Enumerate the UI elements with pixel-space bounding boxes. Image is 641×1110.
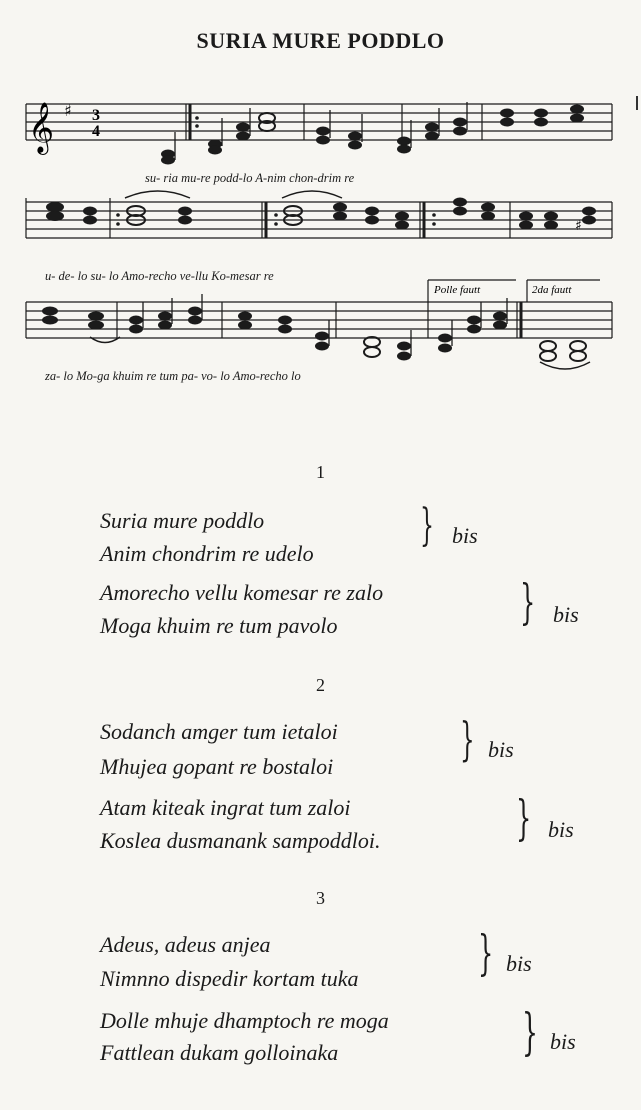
- repeat-marker: bis: [452, 523, 478, 548]
- treble-clef-icon: 𝄞: [28, 102, 55, 153]
- verse-number: 1: [316, 462, 325, 482]
- verse-line: Sodanch amger tum ietaloi: [100, 719, 338, 744]
- verse-line: Koslea dusmanank sampoddloi.: [100, 828, 381, 853]
- lyrics-row-3: za- lo Mo-ga khuim re tum pa- vo- lo Amo-recho lo: [45, 369, 301, 383]
- notes-row-3: [42, 307, 586, 362]
- time-sig-top: 3: [92, 107, 100, 124]
- verse-number: 2: [316, 675, 325, 695]
- brace-icon: }: [460, 712, 475, 766]
- staff-row-2: [26, 191, 612, 283]
- brace-icon: }: [520, 574, 536, 630]
- staff-row-3: [26, 280, 612, 383]
- verse-line: Fattlean dukam golloinaka: [100, 1040, 339, 1065]
- repeat-marker: bis: [506, 951, 532, 976]
- sharp-icon: ♯: [575, 218, 582, 234]
- brace-icon: }: [478, 925, 494, 981]
- staff-row-1: [26, 101, 612, 185]
- repeat-marker: bis: [550, 1029, 576, 1054]
- verse-line: Moga khuim re tum pavolo: [100, 613, 338, 638]
- verse-number: 3: [316, 888, 325, 908]
- music-score: [0, 80, 641, 400]
- verse-line: Anim chondrim re udelo: [100, 541, 314, 566]
- brace-icon: }: [522, 1003, 538, 1061]
- verse-line: Nimnno dispedir kortam tuka: [100, 966, 359, 991]
- volta-second-ending: 2da fautt: [532, 284, 572, 296]
- lyrics-row-2: u- de- lo su- lo Amo-recho ve-llu Ko-mesar re: [45, 269, 274, 283]
- brace-icon: }: [420, 500, 434, 551]
- repeat-marker: bis: [488, 737, 514, 762]
- time-sig-bottom: 4: [92, 123, 100, 140]
- lyrics-row-1: su- ria mu-re podd-lo A-nim chon-drim re: [145, 171, 355, 185]
- volta-first-ending: Polle fautt: [434, 284, 481, 296]
- repeat-marker: bis: [548, 817, 574, 842]
- brace-icon: }: [516, 790, 532, 846]
- verse-line: Adeus, adeus anjea: [100, 932, 271, 957]
- song-title: SURIA MURE PODDLO: [196, 28, 445, 53]
- verse-line: Amorecho vellu komesar re zalo: [100, 580, 384, 605]
- verse-line: Dolle mhuje dhamptoch re moga: [100, 1008, 389, 1033]
- repeat-marker: bis: [553, 602, 579, 627]
- verse-line: Mhujea gopant re bostaloi: [100, 754, 334, 779]
- verse-line: Atam kiteak ingrat tum zaloi: [100, 795, 351, 820]
- sharp-icon: ♯: [64, 101, 72, 120]
- verse-line: Suria mure poddlo: [100, 508, 265, 533]
